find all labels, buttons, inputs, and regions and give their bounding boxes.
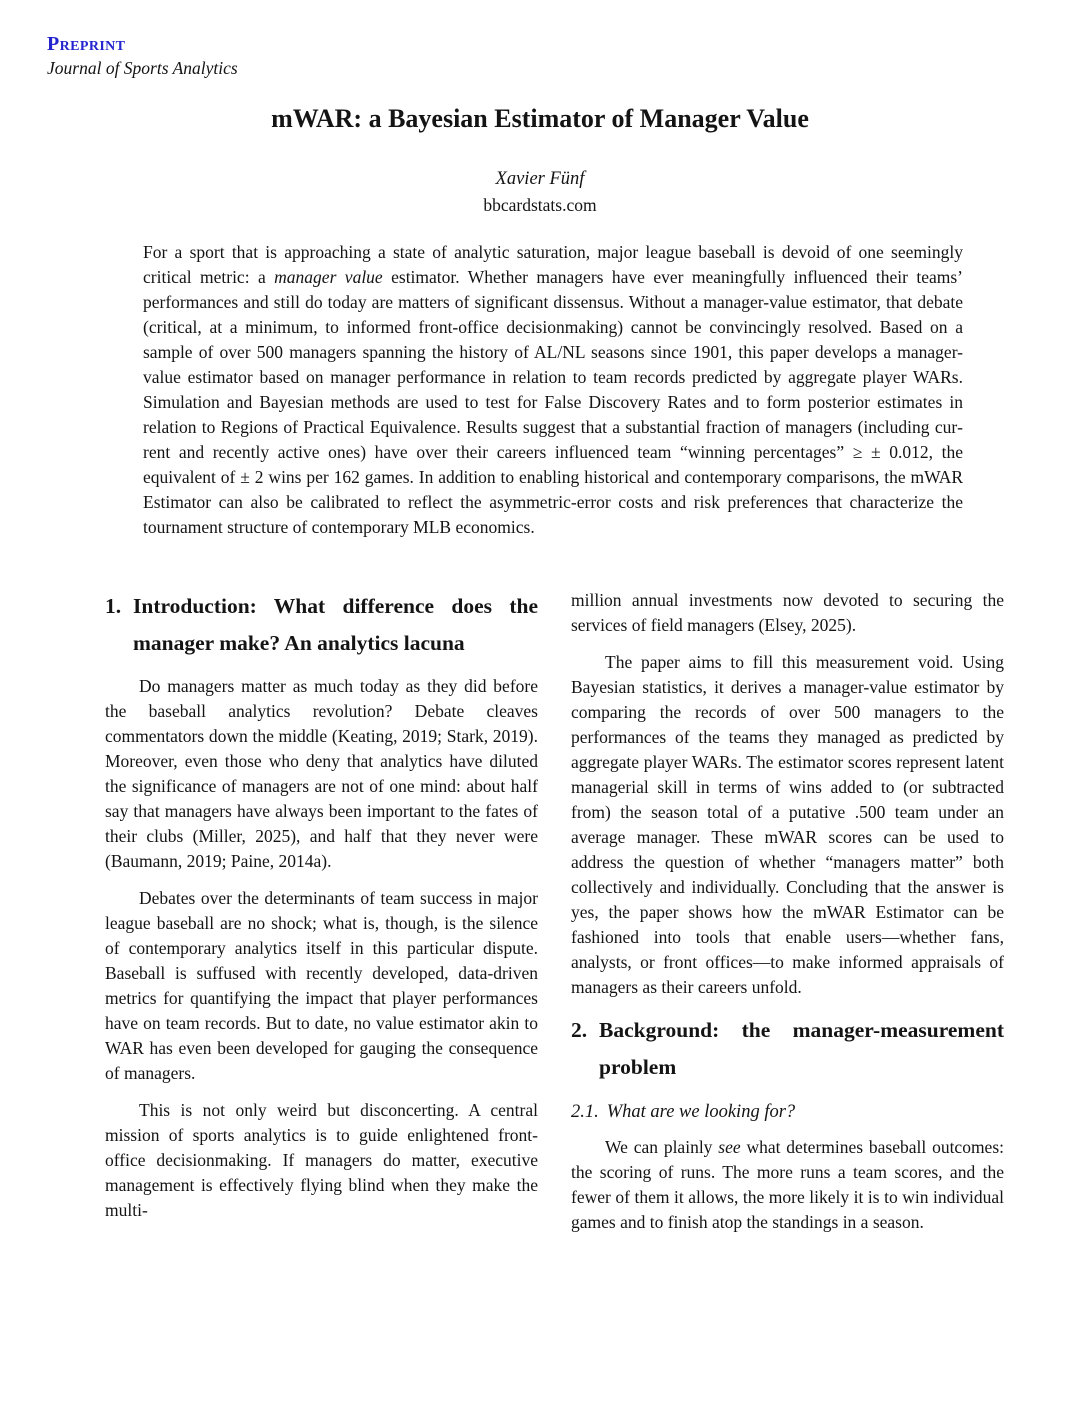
author-affiliation: bbcardstats.com [483,195,597,215]
subsection-2-1-number: 2.1. [571,1102,599,1122]
preprint-label: Preprint [47,33,126,55]
top-meta [47,33,238,79]
section-2-number: 2. [571,1018,588,1042]
author-name: Xavier Fünf [495,169,585,189]
subsection-2-1-heading [571,1100,1004,1125]
subsection-2-1-title: What are we looking for? [606,1102,796,1122]
abstract-seg1: For a sport that is approaching a state of analytic saturation, major league baseball is devoid of one seemingly critical metric: a [143,242,963,287]
column-right [571,588,1004,1235]
paragraph-background-1 [571,1135,1004,1235]
background-seg1: We can plainly [605,1137,719,1157]
paragraph-intro-4: The paper aims to fill this measurement void. Using Bayesian statistics, it derives a manager-value estimator by comparing the records of over 500 managers to the performances of the teams they managed as predicted by aggregate player WARs. The estimator scores represent latent managerial skill in terms of wins added to (or subtracted from) the season total of a putative .500 team under an average manager. These mWAR scores can be used to address the question of whether “managers matter” both collectively and individually. Concluding that the answer is yes, the paper shows how the mWAR Estimator can be fashioned into tools that enable users—whether fans, analysts, or front offices—to make informed appraisals of managers as their careers unfold. [571,652,1004,997]
section-1-heading [105,588,538,662]
section-1-title: Introduction: What difference does the manager make? An analytics lacuna [133,594,538,655]
background-italic-see: see [718,1137,741,1157]
paragraph-intro-3-continued: million annual investments now devoted to securing the services of field managers (Elsey, 2025). [571,590,1004,635]
section-2-title: Background: the manager-measurement problem [599,1018,1004,1079]
abstract [143,240,963,540]
section-2-heading [571,1012,1004,1086]
abstract-seg2: estimator. Whether managers have ever meaningfully influenced their teams’ performances and still do today are matters of significant dissensus. Without a manager-value estimator, that debate (critical, at a minimum, to informed front-office decisionmaking) cannot be convincingly resolved. Based on a sample of over 500 managers spanning the history of AL/NL seasons since 1901, this paper develops a manager-value estimator based on manager performance in relation to team records predicted by aggregate player WARs. Simulation and Bayesian methods are used to test for False Discovery Rates and to form posterior estimates in relation to Regions of Practical Equivalence. Results suggest that a substantial fraction of managers (including current and recently active ones) have over their careers influenced team “winning percentages” ≥ ± 0.012, the equivalent of ± 2 wins per 162 games. In addition to enabling historical and contemporary comparisons, the mWAR Estimator can also be calibrated to reflect the asymmetric-error costs and risk preferences that characterize the tournament structure of contemporary MLB economics. [143,267,963,537]
background-seg2: what determines baseball outcomes: the scoring of runs. The more runs a team scores, and the fewer of them it allows, the more likely it is to win individual games and to finish atop the standings in a season. [571,1137,1004,1232]
column-left [105,588,538,1235]
paragraph-intro-1: Do managers matter as much today as they did before the baseball analytics revolution? Debate cleaves commentators down the middle (Keating, 2019; Stark, 2019). Moreover, even those who deny that analytics have diluted the significance of managers are not of one mind: about half say that managers have always been important to the fates of their clubs (Miller, 2025), and half that they never were (Baumann, 2019; Paine, 2014a). [105,676,538,871]
paragraph-intro-2: Debates over the determinants of team success in major league baseball are no shock; what is, though, is the silence of contemporary analytics itself in this particular dispute. Baseball is suffused with recently developed, data-driven metrics for quantifying the impact that player performances have on team records. But to date, no value estimator akin to WAR has even been developed for gauging the consequence of managers. [105,888,538,1083]
paper-title: mWAR: a Bayesian Estimator of Manager Value [271,104,809,133]
journal-name: Journal of Sports Analytics [47,58,238,78]
abstract-text [143,240,963,540]
paragraph-intro-3: This is not only weird but disconcerting. A central mission of sports analytics is to guide enlightened front-office decisionmaking. If managers do matter, executive management is effectively flying blind when they make the multi- [105,1100,538,1220]
section-1-number: 1. [105,594,122,618]
two-column-body [105,588,1004,1235]
abstract-italic-term: manager value [274,267,383,287]
